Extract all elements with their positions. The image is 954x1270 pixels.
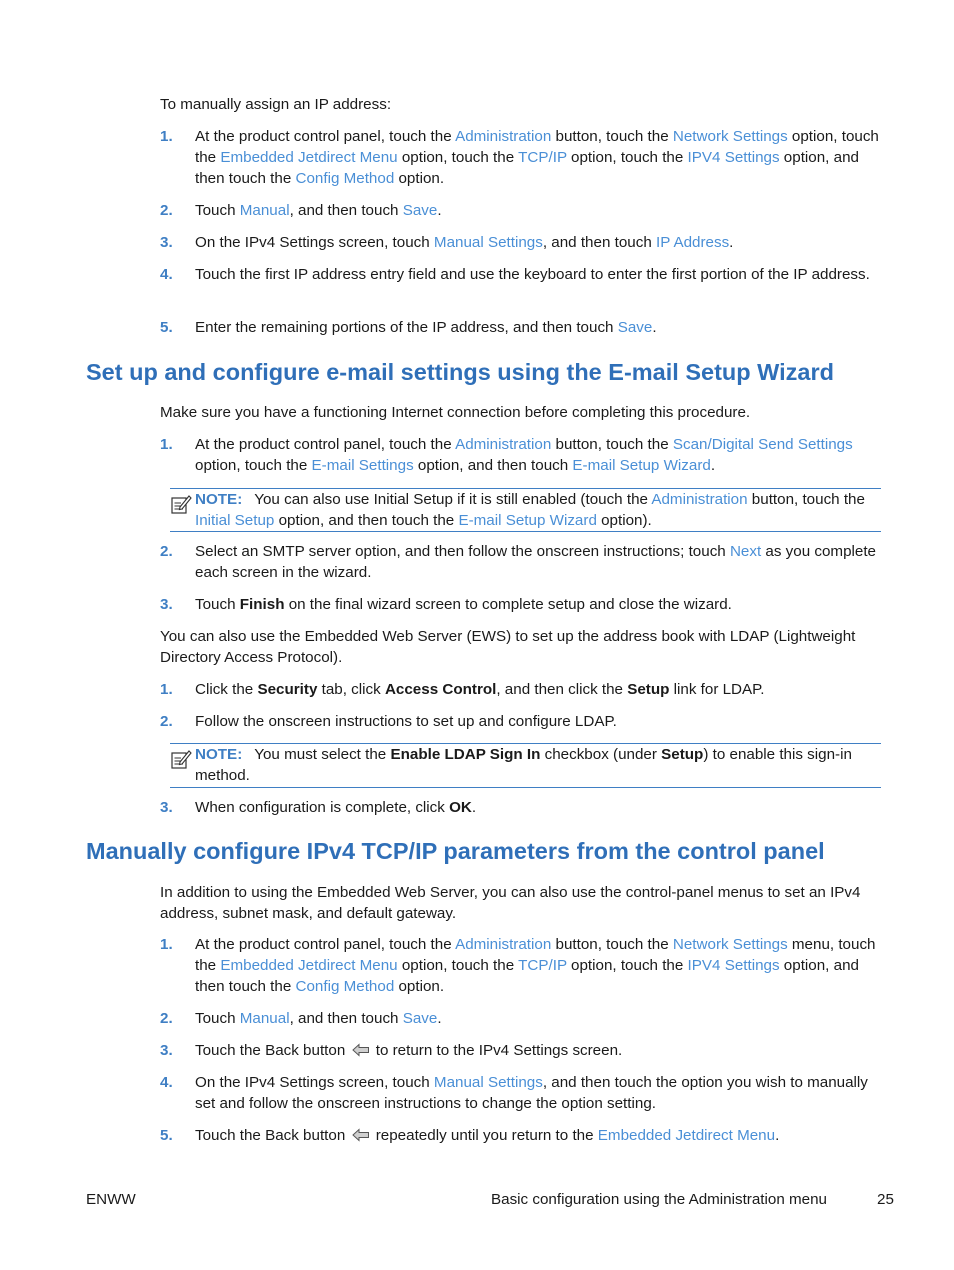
section-heading: Set up and configure e-mail settings using the E-mail Setup Wizard	[86, 359, 834, 385]
link-embedded-jetdirect-menu[interactable]: Embedded Jetdirect Menu	[220, 957, 398, 974]
link-save[interactable]: Save	[617, 319, 653, 336]
step-text: At the product control panel, touch the Administration button, touch the Network Settings option, touch the Embedded Jetdirect Menu option, touch the TCP/IP option, touch the IPV4 Settings option, and then touch the Config Method option.	[195, 128, 879, 187]
link-ipv4-settings[interactable]: IPV4 Settings	[687, 957, 780, 974]
intro-text: To manually assign an IP address:	[160, 96, 392, 113]
link-tcp-ip[interactable]: TCP/IP	[518, 957, 567, 974]
step-text: Select an SMTP server option, and then follow the onscreen instructions; touch Next as you complete each screen in the wizard.	[195, 543, 876, 581]
link-email-setup-wizard[interactable]: E-mail Setup Wizard	[458, 512, 597, 529]
link-manual-settings[interactable]: Manual Settings	[433, 1074, 543, 1091]
step-text: At the product control panel, touch the Administration button, touch the Scan/Digital Send Settings option, touch the E-mail Settings option, and then touch E-mail Setup Wizard.	[195, 436, 853, 474]
step-text: Follow the onscreen instructions to set up and configure LDAP.	[195, 713, 617, 730]
link-embedded-jetdirect-menu[interactable]: Embedded Jetdirect Menu	[597, 1127, 776, 1144]
step-text: Touch Manual, and then touch Save.	[195, 202, 442, 219]
step-text: Touch Manual, and then touch Save.	[195, 1010, 442, 1027]
note-label: NOTE:	[195, 746, 243, 763]
manual-page: To manually assign an IP address: 1. At the product control panel, touch the Administration button, touch the Network Settings option, touch the Embedded Jetdirect Menu option, touch the TCP/IP option, touch the IPV4 Settings option, and then touch the Config Method option. 2. Touch Manual, and then touch Save. 3. On the IPv4 Settings screen, touch Manual Settings, and then touch IP Address. 4. Touch the first IP address entry field and use the keyboard to enter the first portion of the IP address. 5. Enter the remaining portions of the IP address, and then touch Save. Set up and configure e-mail settings using the E-mail Setup Wizard Make sure you have a functioning Internet connection before completing this procedure. 1. At the product control panel, touch the Administration button, touch the Scan/Digital Send Settings option, touch the E-mail Settings option, and then touch E-mail Setup Wizard. NOTE: You can also use Initial Setup if it is still enabled (touch the Administration button, touch the Initial Setup option, and then touch the E-mail Setup Wizard option). 2. Select an SMTP server option, and then follow the onscreen instructions; touch Next as you complete each screen in the wizard. 3. Touch Finish on the final wizard screen to complete setup and close the wizard. You can also use the Embedded Web Server (EWS) to set up the address book with LDAP (Lightweight Directory Access Protocol). 1. Click the Security tab, click Access Control, and then click the Setup link for LDAP. 2. Follow the onscreen instructions to set up and configure LDAP. NOTE: You must select the Enable LDAP Sign In checkbox (under Setup) to enable this sign-in method. 3. When configuration is complete, click OK. Manually configure IPv4 TCP/IP parameters from the control panel In addition to using the Embedded Web Server, you can also use the control-panel menus to set an IPv4 address, subnet mask, and default gateway. 1. At the product control panel, touch the Administration button, touch the Network Settings menu, touch the Embedded Jetdirect Menu option, touch the TCP/IP option, touch the IPV4 Settings option, and then touch the Config Method option. 2. Touch Manual, and then touch Save. 3. Touch the Back button to return to the IPv4 Settings screen. 4. On the IPv4 Settings screen, touch Manual Settings, and then touch the option you wish to manually set and follow the onscreen instructions to change the option setting. 5. Touch the Back button repeatedly until you return to the Embedded Jetdirect Menu. ENWW Basic configuration using the Administration menu 25	[86, 96, 894, 1208]
link-config-method[interactable]: Config Method	[295, 978, 395, 995]
step-text: Touch Finish on the final wizard screen to complete setup and close the wizard.	[195, 596, 732, 613]
footer-title: Basic configuration using the Administration menu	[491, 1191, 828, 1208]
link-administration[interactable]: Administration	[455, 436, 552, 453]
link-save[interactable]: Save	[402, 202, 438, 219]
section-intro: In addition to using the Embedded Web Server, you can also use the control-panel menus to set an IPv4 address, subnet mask, and default gateway.	[160, 884, 861, 922]
link-administration[interactable]: Administration	[455, 936, 552, 953]
page-number: 25	[877, 1191, 894, 1208]
link-initial-setup[interactable]: Initial Setup	[195, 512, 275, 529]
note-label: NOTE:	[195, 491, 243, 508]
link-manual[interactable]: Manual	[239, 1010, 290, 1027]
step-text: Touch the first IP address entry field and use the keyboard to enter the first portion of the IP address.	[195, 266, 870, 283]
link-config-method[interactable]: Config Method	[295, 170, 395, 187]
step-text: Touch the Back button repeatedly until you return to the Embedded Jetdirect Menu.	[195, 1127, 780, 1144]
link-administration[interactable]: Administration	[651, 491, 748, 508]
link-email-settings[interactable]: E-mail Settings	[311, 457, 414, 474]
step-text: Touch the Back button to return to the IPv4 Settings screen.	[195, 1042, 623, 1059]
ews-intro: You can also use the Embedded Web Server (EWS) to set up the address book with LDAP (Lightweight Directory Access Protocol).	[160, 628, 856, 666]
section-intro: Make sure you have a functioning Internet connection before completing this procedure.	[160, 404, 751, 421]
note-pencil-icon	[170, 748, 192, 770]
step-text: When configuration is complete, click OK.	[195, 799, 477, 816]
note-box: NOTE: You must select the Enable LDAP Sign In checkbox (under Setup) to enable this sign-in method.	[170, 743, 881, 788]
step-text: At the product control panel, touch the Administration button, touch the Network Settings menu, touch the Embedded Jetdirect Menu option, touch the TCP/IP option, touch the IPV4 Settings option, and then touch the Config Method option.	[195, 936, 876, 995]
section-heading: Manually configure IPv4 TCP/IP parameters from the control panel	[86, 838, 825, 864]
link-save[interactable]: Save	[402, 1010, 438, 1027]
back-arrow-icon	[352, 1128, 370, 1142]
step-text: On the IPv4 Settings screen, touch Manual Settings, and then touch the option you wish to manually set and follow the onscreen instructions to change the option setting.	[195, 1074, 868, 1112]
link-scan-digital-send-settings[interactable]: Scan/Digital Send Settings	[672, 436, 853, 453]
link-administration[interactable]: Administration	[455, 128, 552, 145]
link-network-settings[interactable]: Network Settings	[672, 128, 788, 145]
back-arrow-icon	[352, 1043, 370, 1057]
note-box: NOTE: You can also use Initial Setup if it is still enabled (touch the Administration button, touch the Initial Setup option, and then touch the E-mail Setup Wizard option).	[170, 488, 881, 532]
link-ipv4-settings[interactable]: IPV4 Settings	[687, 149, 780, 166]
link-embedded-jetdirect-menu[interactable]: Embedded Jetdirect Menu	[220, 149, 398, 166]
link-network-settings[interactable]: Network Settings	[672, 936, 788, 953]
link-manual-settings[interactable]: Manual Settings	[433, 234, 543, 251]
link-tcp-ip[interactable]: TCP/IP	[518, 149, 567, 166]
link-manual[interactable]: Manual	[239, 202, 290, 219]
link-next[interactable]: Next	[729, 543, 762, 560]
step-text: Enter the remaining portions of the IP address, and then touch Save.	[195, 319, 657, 336]
link-email-setup-wizard[interactable]: E-mail Setup Wizard	[572, 457, 711, 474]
footer-left: ENWW	[86, 1191, 136, 1208]
step-text: On the IPv4 Settings screen, touch Manual Settings, and then touch IP Address.	[195, 234, 734, 251]
note-pencil-icon	[170, 493, 192, 515]
link-ip-address[interactable]: IP Address	[656, 234, 730, 251]
step-text: Click the Security tab, click Access Control, and then click the Setup link for LDAP.	[195, 681, 765, 698]
